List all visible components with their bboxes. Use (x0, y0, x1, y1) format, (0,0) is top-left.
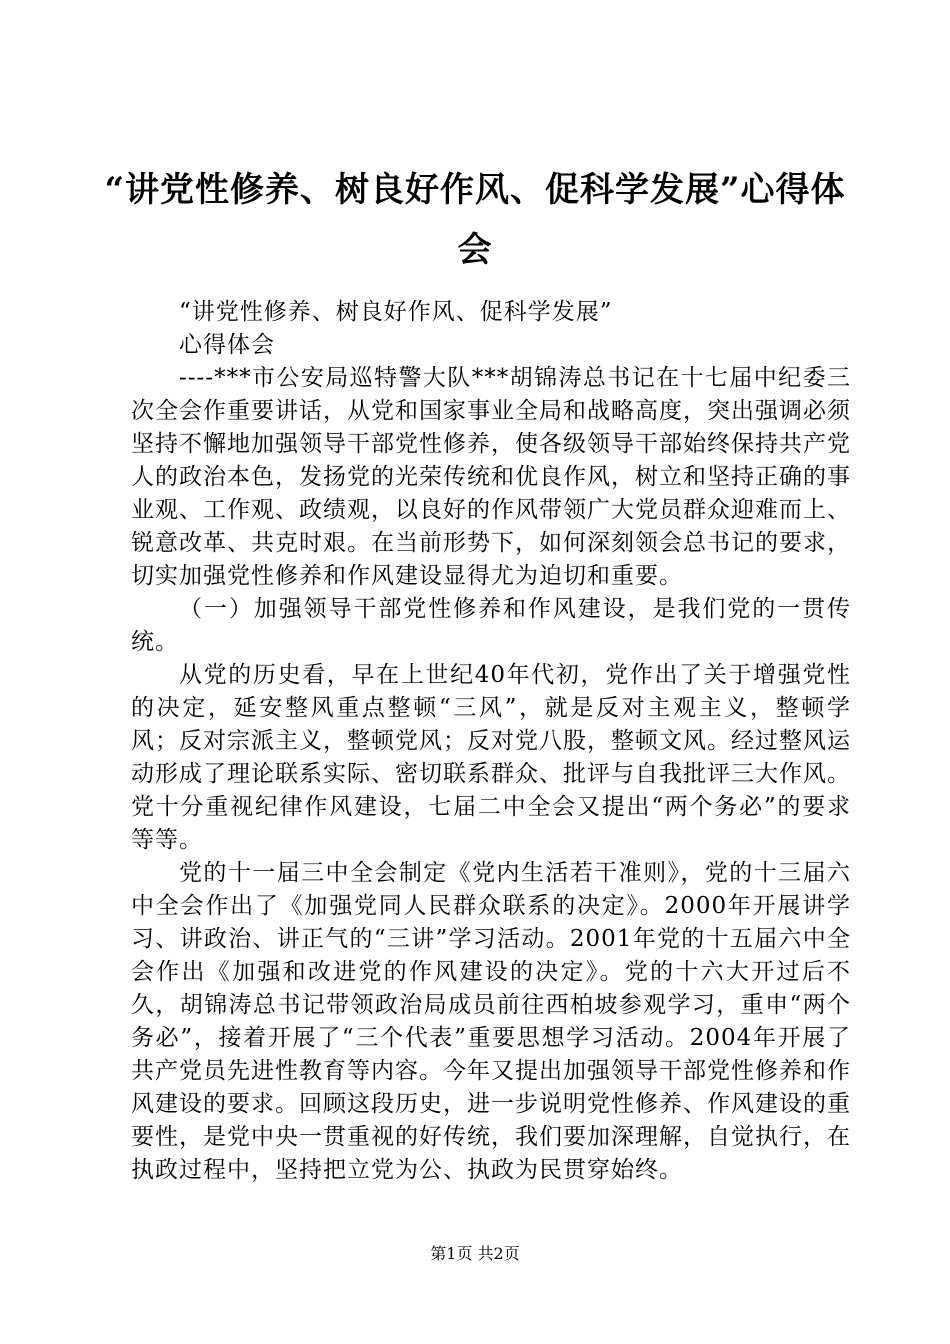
paragraph-section-heading: （一）加强领导干部党性修养和作风建设，是我们党的一贯传统。 (131, 596, 851, 655)
paragraph-review: 党的十一届三中全会制定《党内生活若干准则》，党的十三届六中全会作出了《加强党同人民群众联系的决定》。2000年开展讲学习、讲政治、讲正气的“三讲”学习活动。2001年党的十五届六中全会作出《加强和改进党的作风建设的决定》。党的十六大开过后不久，胡锦涛总书记带领政治局成员前往西柏坡参观学习，重申“两个务必”，接着开展了“三个代表”重要思想学习活动。2004年开展了共产党员先进性教育等内容。今年又提出加强领导干部党性修养和作风建设的要求。回顾这段历史，进一步说明党性修养、作风建设的重要性，是党中央一贯重视的好传统，我们要加深理解，自觉执行，在执政过程中，坚持把立党为公、执政为民贯穿始终。 (131, 860, 851, 1183)
document-title: “讲党性修养、树良好作风、促科学发展”心得体会 (104, 170, 846, 270)
page-footer: 第1页 共2页 (430, 1244, 520, 1263)
paragraph-history: 从党的历史看，早在上世纪40年代初，党作出了关于增强党性的决定，延安整风重点整顿“三风”，就是反对主观主义，整顿学风；反对宗派主义，整顿党风；反对党八股，整顿文风。经过整风运动形成了理论联系实际、密切联系群众、批评与自我批评三大作风。党十分重视纪律作风建设，七届二中全会又提出“两个务必”的要求等等。 (131, 662, 851, 853)
subtitle-line-1: “讲党性修养、树良好作风、促科学发展” (179, 299, 613, 325)
paragraph-intro: ----***市公安局巡特警大队***胡锦涛总书记在十七届中纪委三次全会作重要讲话，从党和国家事业全局和战略高度，突出强调必须坚持不懈地加强领导干部党性修养，使各级领导干部始终保持共产党人的政治本色，发扬党的光荣传统和优良作风，树立和坚持正确的事业观、工作观、政绩观，以良好的作风带领广大党员群众迎难而上、锐意改革、共克时艰。在当前形势下，如何深刻领会总书记的要求，切实加强党性修养和作风建设显得尤为迫切和重要。 (131, 365, 851, 589)
subtitle-line-2: 心得体会 (179, 332, 275, 358)
document-body (131, 296, 851, 1187)
